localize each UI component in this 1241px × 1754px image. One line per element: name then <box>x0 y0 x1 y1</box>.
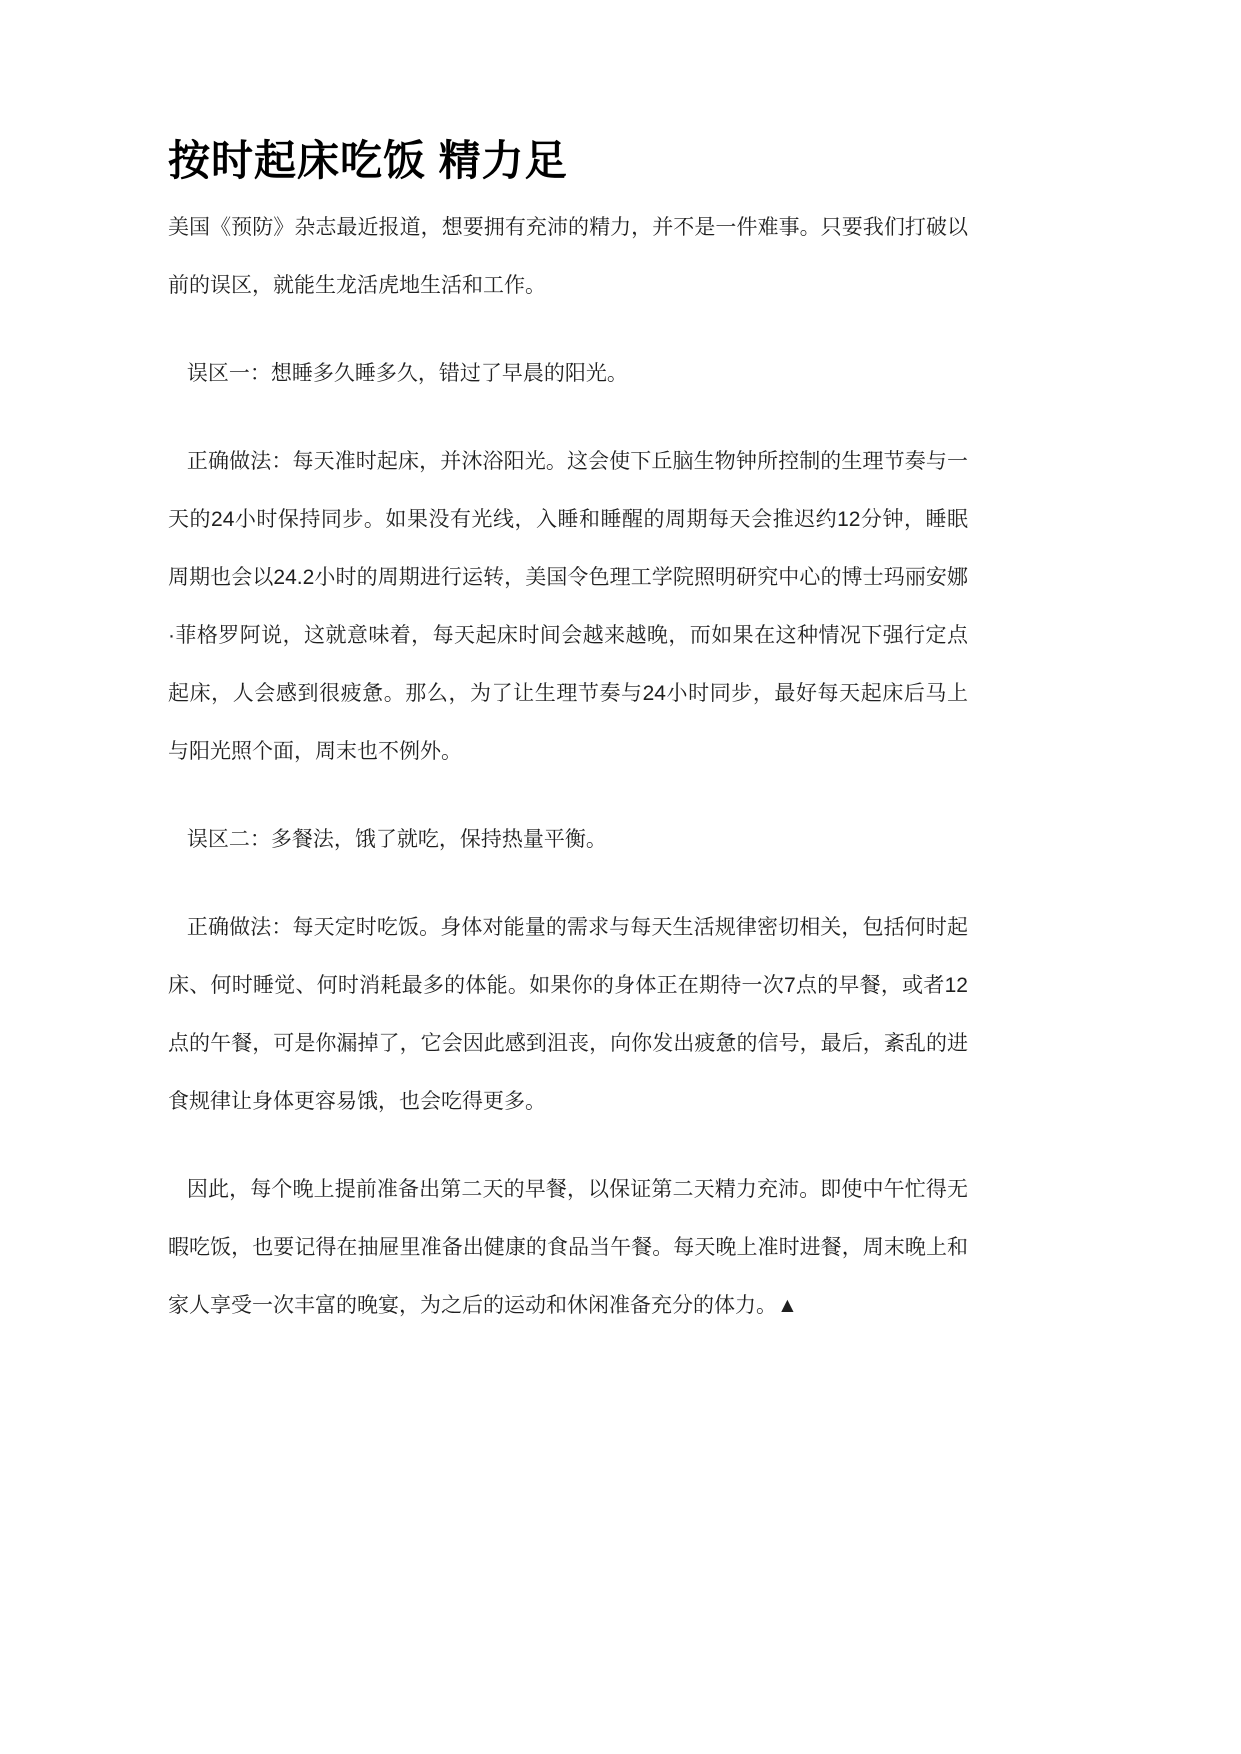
paragraph: 美国《预防》杂志最近报道，想要拥有充沛的精力，并不是一件难事。只要我们打破以前的误区，就能生龙活虎地生活和工作。 <box>168 216 968 297</box>
article-body <box>168 199 968 1335</box>
paragraph: 误区二：多餐法，饿了就吃，保持热量平衡。 <box>186 828 607 851</box>
paragraph: 正确做法：每天准时起床，并沐浴阳光。这会使下丘脑生物钟所控制的生理节奏与一天的24小时保持同步。如果没有光线，入睡和睡醒的周期每天会推迟约12分钟，睡眠周期也会以24.2小时的周期进行运转，美国令色理工学院照明研究中心的博士玛丽安娜·菲格罗阿说，这就意味着，每天起床时间会越来越晚，而如果在这种情况下强行定点起床，人会感到很疲惫。那么，为了让生理节奏与24小时同步，最好每天起床后马上与阳光照个面，周末也不例外。 <box>168 450 968 763</box>
article-title: 按时起床吃饭 精力足 <box>168 137 568 184</box>
paragraph: 误区一：想睡多久睡多久，错过了早晨的阳光。 <box>186 362 628 385</box>
paragraph: 正确做法：每天定时吃饭。身体对能量的需求与每天生活规律密切相关，包括何时起床、何时睡觉、何时消耗最多的体能。如果你的身体正在期待一次7点的早餐，或者12点的午餐，可是你漏掉了，它会因此感到沮丧，向你发出疲惫的信号，最后，紊乱的进食规律让身体更容易饿，也会吃得更多。 <box>168 916 968 1113</box>
paragraph: 因此，每个晚上提前准备出第二天的早餐，以保证第二天精力充沛。即使中午忙得无暇吃饭，也要记得在抽屉里准备出健康的食品当午餐。每天晚上准时进餐，周末晚上和家人享受一次丰富的晚宴，为之后的运动和休闲准备充分的体力。▲ <box>168 1178 968 1317</box>
